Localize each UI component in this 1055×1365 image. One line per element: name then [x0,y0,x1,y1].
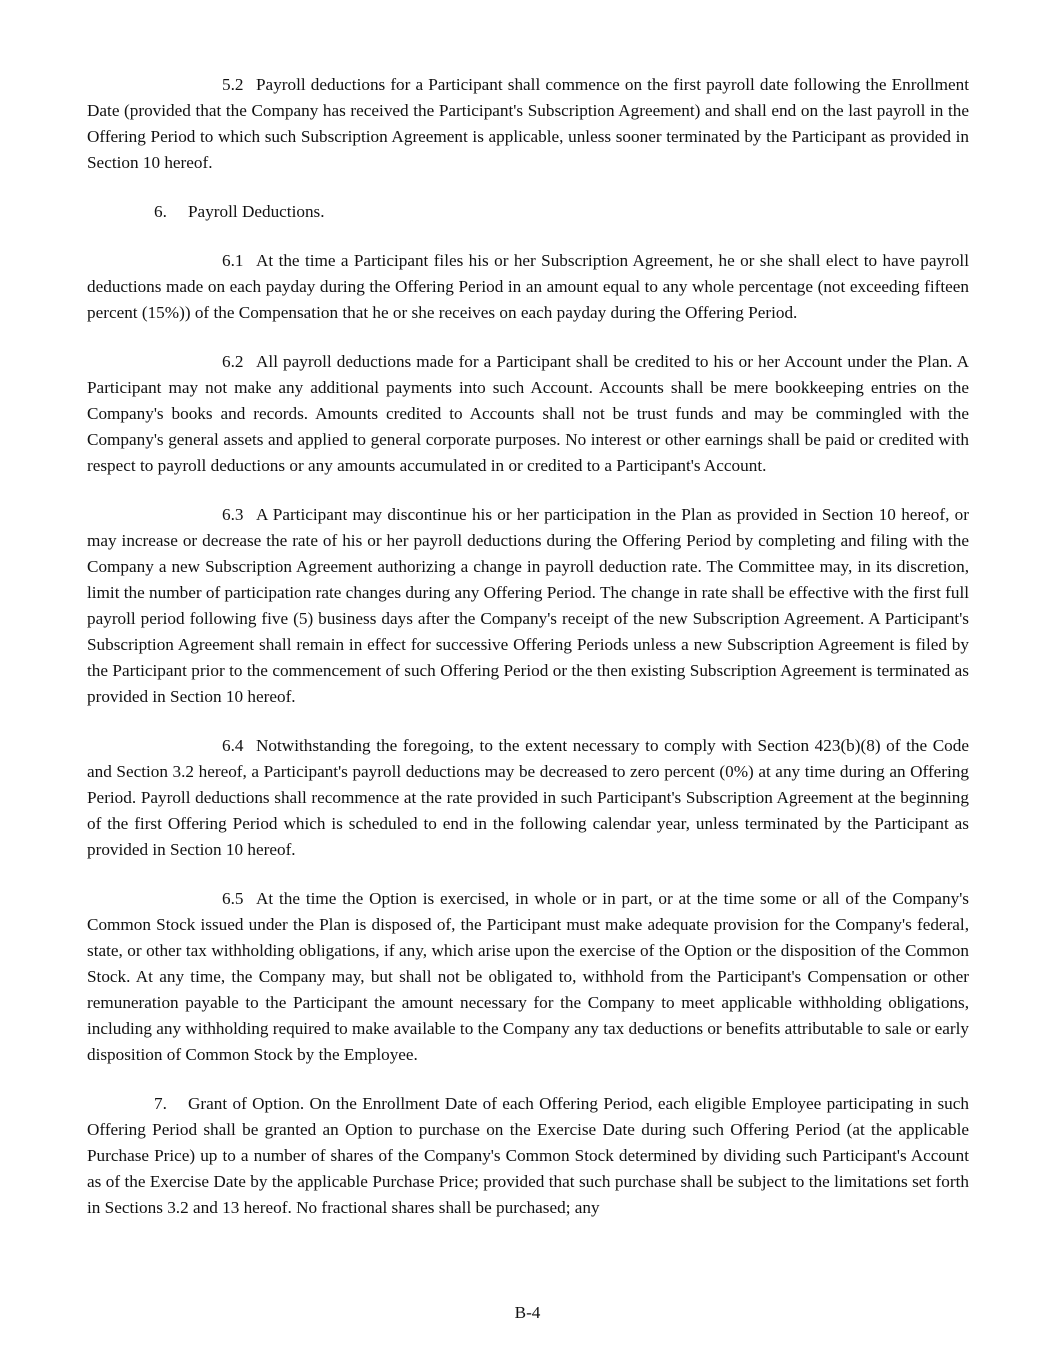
paragraph-6-4 [87,733,969,863]
paragraph-text: Notwithstanding the foregoing, to the extent necessary to comply with Section 423(b)(8) of the Code and Section 3.2 hereof, a Participant's payroll deductions may be decreased to zero percent (0%) at any time during an Offering Period. Payroll deductions shall recommence at the rate provided in such Participant's Subscription Agreement at the beginning of the first Offering Period which is scheduled to end in the following calendar year, unless terminated by the Participant as provided in Section 10 hereof. [87,736,969,859]
paragraph-text: At the time the Option is exercised, in whole or in part, or at the time some or all of the Company's Common Stock issued under the Plan is disposed of, the Participant must make adequate provision for the Company's federal, state, or other tax withholding obligations, if any, which arise upon the exercise of the Option or the disposition of the Common Stock. At any time, the Company may, but shall not be obligated to, withhold from the Participant's Compensation or other remuneration payable to the Participant the amount necessary for the Company to meet applicable withholding obligations, including any withholding required to make available to the Company any tax deductions or benefits attributable to sale or early disposition of Common Stock by the Employee. [87,889,969,1064]
section-number: 6.1 [222,251,244,270]
paragraph-text: At the time a Participant files his or her Subscription Agreement, he or she shall elect to have payroll deductions made on each payday during the Offering Period in an amount equal to any whole percentage (not exceeding fifteen percent (15%)) of the Compensation that he or she receives on each payday during the Offering Period. [87,251,969,322]
page-number: B-4 [514,1303,541,1322]
paragraph-6-3 [87,502,969,710]
paragraph-6-5 [87,886,969,1068]
document-page [87,72,969,1221]
paragraph-6-1 [87,248,969,326]
paragraph-text: All payroll deductions made for a Participant shall be credited to his or her Account under the Plan. A Participant may not make any additional payments into such Account. Accounts shall be mere bookkeeping entries on the Company's books and records. Amounts credited to Accounts shall not be trust funds and may be commingled with the Company's general assets and applied to general corporate purposes. No interest or other earnings shall be paid or credited with respect to payroll deductions or any amounts accumulated in or credited to a Participant's Account. [87,352,969,475]
section-number: 6.4 [222,736,244,755]
section-number: 6.3 [222,505,244,524]
section-number: 7. [154,1094,167,1113]
section-number: 6.5 [222,889,244,908]
paragraph-text: Grant of Option. On the Enrollment Date of each Offering Period, each eligible Employee participating in such Offering Period shall be granted an Option to purchase on the Exercise Date during such Offering Period (at the applicable Purchase Price) up to a number of shares of the Company's Common Stock determined by dividing such Participant's Account as of the Exercise Date by the applicable Purchase Price; provided that such purchase shall be subject to the limitations set forth in Sections 3.2 and 13 hereof. No fractional shares shall be purchased; any [87,1094,969,1217]
section-heading-6 [87,199,969,225]
section-heading-text: Payroll Deductions. [188,202,325,221]
section-number: 6.2 [222,352,244,371]
section-7-grant-of-option [87,1091,969,1221]
paragraph-5-2 [87,72,969,176]
section-number: 5.2 [222,75,244,94]
paragraph-6-2 [87,349,969,479]
paragraph-text: A Participant may discontinue his or her participation in the Plan as provided in Section 10 hereof, or may increase or decrease the rate of his or her payroll deductions during the Offering Period by completing and filing with the Company a new Subscription Agreement authorizing a change in payroll deduction rate. The Committee may, in its discretion, limit the number of participation rate changes during any Offering Period. The change in rate shall be effective with the first full payroll period following five (5) business days after the Company's receipt of the new Subscription Agreement. A Participant's Subscription Agreement shall remain in effect for successive Offering Periods unless a new Subscription Agreement is filed by the Participant prior to the commencement of such Offering Period or the then existing Subscription Agreement is terminated as provided in Section 10 hereof. [87,505,970,706]
section-number: 6. [154,202,167,221]
paragraph-text: Payroll deductions for a Participant shall commence on the first payroll date following the Enrollment Date (provided that the Company has received the Participant's Subscription Agreement) and shall end on the last payroll in the Offering Period to which such Subscription Agreement is applicable, unless sooner terminated by the Participant as provided in Section 10 hereof. [87,75,969,172]
